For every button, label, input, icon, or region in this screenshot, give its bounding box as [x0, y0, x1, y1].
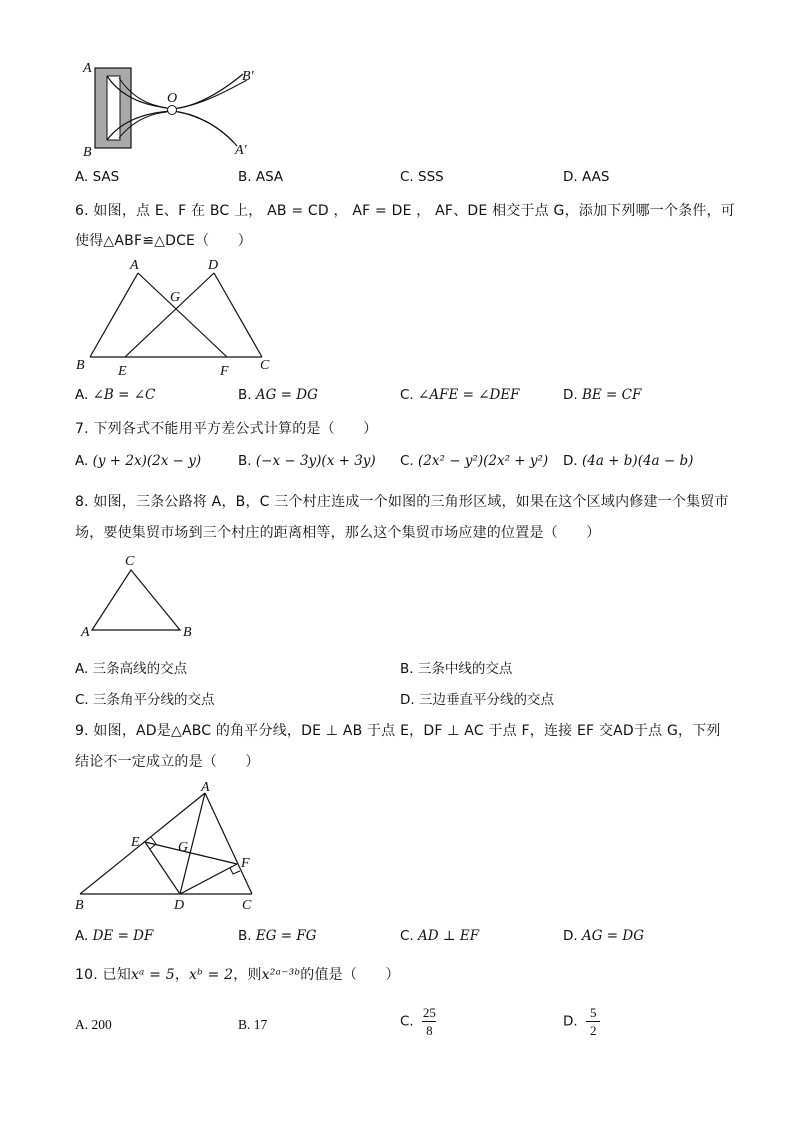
q9-stem-line2: 结论不一定成立的是（ ） — [75, 754, 260, 770]
q9-figure — [70, 778, 270, 914]
q9-option-c: C. AD ⊥ EF — [400, 928, 480, 944]
q8-figure — [75, 550, 205, 642]
q9-label-E: E — [131, 835, 140, 850]
q7-stem: 7. 下列各式不能用平方差公式计算的是（ ） — [75, 421, 378, 437]
q10-option-a: A. 200 — [75, 1017, 112, 1032]
q8-option-c: C. 三条角平分线的交点 — [75, 692, 215, 708]
q6-label-E: E — [118, 364, 127, 379]
q9-option-a: A. DE = DF — [75, 928, 154, 944]
q6-label-A: A — [130, 258, 139, 273]
q5-label-A-prime: A′ — [235, 143, 247, 158]
q8-label-C: C — [125, 554, 135, 569]
q8-option-a: A. 三条高线的交点 — [75, 661, 188, 677]
q6-option-d: D. BE = CF — [563, 387, 642, 403]
q8-option-d: D. 三边垂直平分线的交点 — [400, 692, 554, 708]
q9-label-G: G — [178, 840, 189, 855]
q7-option-d: D. (4a + b)(4a − b) — [563, 453, 694, 469]
q5-label-A: A — [83, 61, 92, 76]
q5-figure — [75, 58, 275, 168]
q5-option-d: D. AAS — [563, 169, 610, 185]
q9-option-d: D. AG = DG — [563, 928, 645, 944]
q8-option-b: B. 三条中线的交点 — [400, 661, 513, 677]
q9-label-B: B — [75, 898, 84, 913]
q6-label-D: D — [208, 258, 219, 273]
q8-stem-line1: 8. 如图，三条公路将 A，B，C 三个村庄连成一个如图的三角形区域，如果在这个区域内修建一个集贸市 — [75, 494, 729, 510]
q6-label-B: B — [76, 358, 85, 373]
q9-option-b: B. EG = FG — [238, 928, 317, 944]
q6-label-F: F — [220, 364, 229, 379]
q8-label-B: B — [183, 625, 192, 640]
q5-option-c: C. SSS — [400, 169, 444, 185]
q5-option-b: B. ASA — [238, 169, 284, 185]
q6-option-b: B. AG = DG — [238, 387, 318, 403]
q7-option-a: A. (y + 2x)(2x − y) — [75, 453, 202, 469]
q5-option-a: A. SAS — [75, 169, 120, 185]
q10-option-b: B. 17 — [238, 1017, 268, 1032]
q8-stem-line2: 场，要使集贸市场到三个村庄的距离相等，那么这个集贸市场应建的位置是（ ） — [75, 525, 601, 541]
q10-option-c: C. $\frac{25}{8}$ — [400, 1005, 436, 1038]
q10-option-d: D. $\frac{5}{2}$ — [563, 1005, 600, 1038]
q6-stem-line1: 6. 如图，点 E、F 在 BC 上， AB = CD ， AF = DE ， AF、DE 相交于点 G，添加下列哪一个条件，可 — [75, 203, 735, 219]
q6-figure — [70, 253, 290, 381]
q6-option-c: C. ∠AFE = ∠DEF — [400, 387, 520, 403]
q6-option-a: A. ∠B = ∠C — [75, 387, 156, 403]
q5-label-O: O — [167, 91, 178, 106]
q6-label-G: G — [170, 290, 181, 305]
q9-label-A: A — [201, 780, 210, 795]
q10-option-c-fraction: $\frac{25}{8}$ — [422, 1005, 436, 1038]
q9-label-D: D — [174, 898, 185, 913]
q10-option-d-fraction: $\frac{5}{2}$ — [586, 1005, 600, 1038]
q6-label-C: C — [260, 358, 270, 373]
q5-label-B: B — [83, 145, 92, 160]
q9-label-C: C — [242, 898, 252, 913]
q7-option-b: B. (−x − 3y)(x + 3y) — [238, 453, 376, 469]
q8-label-A: A — [81, 625, 90, 640]
q9-label-F: F — [241, 856, 250, 871]
q9-stem-line1: 9. 如图，AD是△ABC 的角平分线，DE ⊥ AB 于点 E，DF ⊥ AC 于点 F，连接 EF 交AD于点 G，下列 — [75, 723, 721, 739]
q10-stem: 10. 已知xᵃ = 5，xᵇ = 2，则x²ᵃ⁻³ᵇ的值是（ ） — [75, 967, 400, 983]
q6-stem-line2: 使得△ABF≌△DCE（ ） — [75, 233, 252, 249]
q7-option-c: C. (2x² − y²)(2x² + y²) — [400, 453, 549, 469]
q5-label-B-prime: B′ — [242, 69, 254, 84]
